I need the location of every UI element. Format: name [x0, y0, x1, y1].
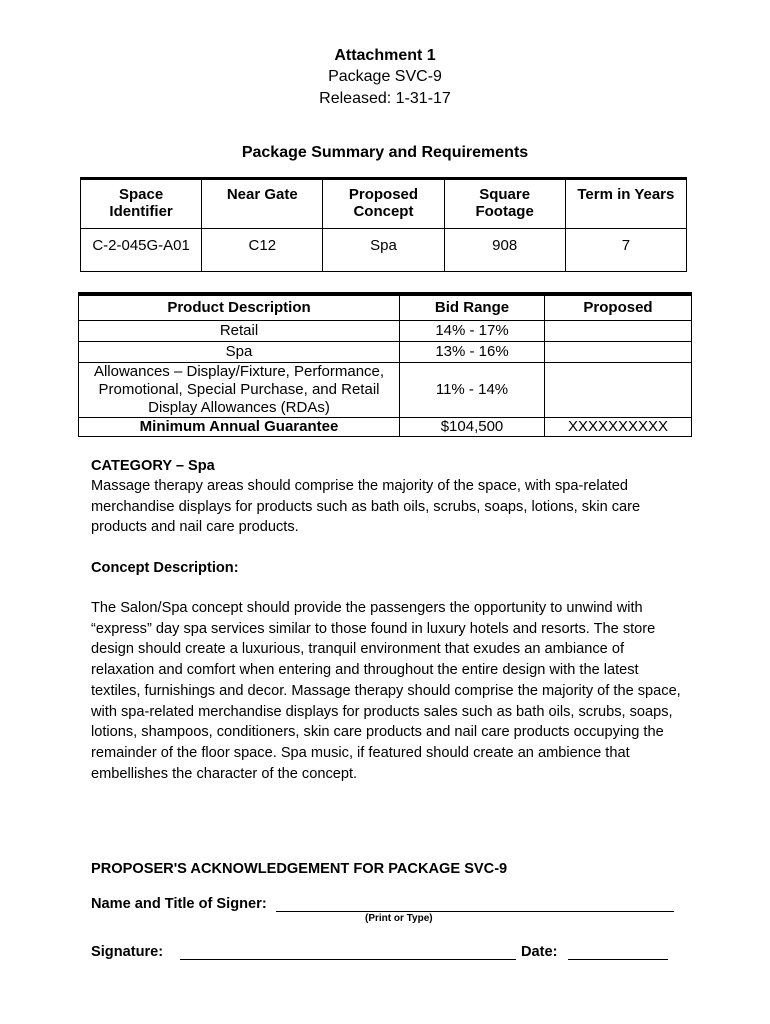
- desc-spa: Spa: [79, 342, 400, 363]
- concept-title: Concept Description:: [91, 560, 239, 576]
- cell-proposed-concept: Spa: [323, 229, 444, 272]
- date-label: Date:: [521, 944, 558, 960]
- header-text: Proposed Concept: [348, 186, 419, 220]
- header-text: Square Footage: [475, 186, 534, 220]
- cell-square-footage: 908: [444, 229, 565, 272]
- attachment-title: Attachment 1: [334, 47, 436, 64]
- acknowledgement-title: PROPOSER'S ACKNOWLEDGEMENT FOR PACKAGE SVC-9: [91, 861, 508, 877]
- header-text: Space Identifier: [109, 186, 173, 220]
- package-id: Package SVC-9: [328, 68, 442, 85]
- header-near-gate: Near Gate: [202, 179, 323, 229]
- signature-label: Signature:: [91, 944, 164, 960]
- proposed-allowances: [545, 363, 692, 418]
- date-line[interactable]: [568, 959, 668, 960]
- category-text: Massage therapy areas should comprise the majority of the space, with spa-related merchandise displays for products such as bath oils, scrubs, soaps, lotions, skin care products and nail care products.: [91, 478, 641, 536]
- proposed-mag: XXXXXXXXXX: [545, 418, 692, 437]
- print-or-type-note: (Print or Type): [365, 913, 433, 924]
- proposed-retail: [545, 321, 692, 342]
- header-product-description: Product Description: [79, 294, 400, 321]
- category-title: CATEGORY – Spa: [91, 458, 215, 474]
- range-mag: $104,500: [400, 418, 545, 437]
- space-table: [80, 177, 687, 272]
- cell-term-years: 7: [565, 229, 686, 272]
- header-bid-range: Bid Range: [400, 294, 545, 321]
- cell-near-gate: C12: [202, 229, 323, 272]
- range-spa: 13% - 16%: [400, 342, 545, 363]
- range-retail: 14% - 17%: [400, 321, 545, 342]
- product-row-mag: [79, 418, 692, 437]
- product-row-spa: [79, 342, 692, 363]
- product-row-allowances: [79, 363, 692, 418]
- cell-space-identifier: C-2-045G-A01: [81, 229, 202, 272]
- product-table: [78, 292, 692, 437]
- header-proposed: Proposed: [545, 294, 692, 321]
- signer-name-label: Name and Title of Signer:: [91, 896, 267, 912]
- proposed-spa: [545, 342, 692, 363]
- space-table-header: [81, 179, 687, 229]
- header-term-years: Term in Years: [565, 179, 686, 229]
- desc-retail: Retail: [79, 321, 400, 342]
- signature-line[interactable]: [180, 959, 516, 960]
- header-square-footage: [444, 179, 565, 229]
- signer-name-line[interactable]: [276, 911, 674, 912]
- summary-title: Package Summary and Requirements: [241, 144, 529, 161]
- desc-mag: Minimum Annual Guarantee: [79, 418, 400, 437]
- range-allowances: 11% - 14%: [400, 363, 545, 418]
- product-table-header: [79, 294, 692, 321]
- header-proposed-concept: [323, 179, 444, 229]
- product-row-retail: [79, 321, 692, 342]
- concept-text: The Salon/Spa concept should provide the passengers the opportunity to unwind with “express” day spa services similar to those found in luxury hotels and resorts. The store design should create a luxurious, tranquil environment that exudes an ambiance of relaxation and comfort when entering and throughout the entire design with the latest textiles, furnishings and decor. Massage therapy should comprise the majority of the space, with spa-related merchandise displays for products sales such as bath oils, scrubs, soaps, lotions, shampoos, conditioners, skin care products and nail care products occupying the remainder of the floor space. Spa music, if featured should create an ambience that embellishes the character of the concept.: [91, 600, 681, 782]
- header-space-identifier: [81, 179, 202, 229]
- space-table-row: [81, 229, 687, 272]
- desc-allowances: Allowances – Display/Fixture, Performance, Promotional, Special Purchase, and Retail Display Allowances (RDAs): [79, 363, 400, 418]
- release-date: Released: 1-31-17: [319, 90, 451, 107]
